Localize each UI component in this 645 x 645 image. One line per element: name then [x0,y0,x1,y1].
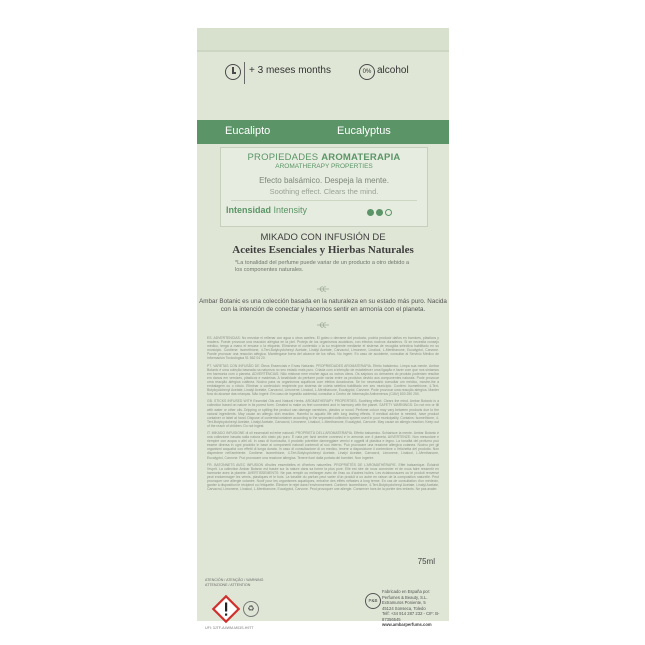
hazard-exclamation-icon [211,594,241,624]
zero-percent-icon: 0% [359,64,375,80]
intensity-en: Intensity [273,205,308,215]
alcohol-text: alcohol [377,65,409,76]
manufacturer-url[interactable]: www.ambarperfums.com [382,622,432,627]
intensity-dot [385,209,392,216]
legal-fr: FR. BATONNETS AVEC INFUSION d'huiles essentielles et d'herbes naturelles. PROPRIÉTÉS DE L'AROMATHÉRAPIE. Effet balsamique. Éclaircit l'esprit. La collection Ambar Botanic est basée sur la nature dans sa forme la plus pure. Elle est née de nous connecter et de nous faire ressentir en harmonie avec la planète. AVERTISSEMENTS: Ne pas remplir ou mélanger avec de l'eau ou d'autres huiles. Les éclaboussures ou le produit renversé peut endommager les vernis, plastiques et le bois. La tonalité du parfum peut varier d'un produit à un autre en raison de la composition naturelle. Peut provoquer une allergie cutanée. Nocif pour les organismes aquatiques, entraîne des effets néfastes à long terme. En cas de consultation d'un médecin, garder à disposition le récipient ou l'étiquette. Éliminer le rejet dans l'environnement. Contient: Isomethione, 4-Tert-Butylcyclohexyl Acetate, Linalyl Acetate, Carvacrol, Limonene, Linalool, L-Menthanone, Eucalyptol, Carvone. Peut provoquer une allergie. Conserver hors de la portée des enfants. Ne pas avaler. [207,462,439,492]
duration-text: + 3 meses months [249,65,331,76]
header-strip [217,62,429,88]
effect-es: Efecto balsámico. Despeja la mente. [259,176,389,185]
manufacturer-line: 45124 Sonseca, Toledo [382,605,426,611]
volume: 75ml [417,557,435,566]
leaf-icon [316,321,330,329]
aromatherapy-panel [220,147,428,227]
legal-it: IT. MIKADO INFUSIONE di oli essenziali ed erbe naturali. PROPRIETÀ DELL'AROMATERAPIA. Effetto balsamico. Schiarisce la mente. Ambar Botanic è una collezione basata sulla natura allo stato più puro. È nata per farci sentire connessi e in armonia con il pianeta. AVVERTENZE: Non mescolare e riempire con acqua o altri oli. In caso di fuoriuscita, il prodotto potrebbe danneggiare vernici e oggetti di plastica e legno. La tonalità del profumo può essere diversa in ogni prodotto in base ai componenti naturali contenuti al suo interno. Può provocare una reazione allergica cutanea. Nocivo per gli organismi acquatici con effetti di lunga durata. In caso di consultazione di un medico, tenere a disposizione il contenitore o l'etichetta del prodotto. Non disperdere nell'ambiente. Contiene: Isomethione, 4-Tert-Butylcyclohexyl Acetate, Linalyl Acetate, Carvacrol, Limonene, Linalool, L-Menthanone, Eucalyptol, Carvone. Può provocare una reazione allergica. Tenere fuori dalla portata dei bambini. Non ingerire. [207,430,439,460]
product-line-2: Aceites Esenciales y Hierbas Naturales [232,244,414,256]
product-box [197,28,449,630]
scent-es: Eucalipto [225,125,271,137]
ufi-code: UFI: 3JTF-A4WM-M03S-H9TT [205,626,254,630]
clock-icon [225,64,241,80]
properties-title-light: PROPIEDADES [247,152,319,163]
legal-es: ES. ADVERTENCIAS: No mezclar ni rellenar con agua u otros aceites. El goteo o derrame del producto, podría producir daños en barnices, plásticos y madera. Puede provocar una reacción alérgica en la piel. Proteja de los organismos acuáticos, con efectos nocivos duraderos. Si se necesita consejo médico, tenga a mano el envase o la etiqueta. Elimínese el contenido o la su recipiente mediante el sistema de recogida selectiva habilitado en su municipio. Contiene: Isomethione, 4-Tert-Butylcyclohexyl Acetate, Linalyl Acetate, Carvacrol, Limonene, Linalool, L-Menthanone, Eucalyptol, Carvone. Puede provocar una reacción alérgica. Manténgase fuera del alcance de los niños. No ingerir. En caso de accidente, consultar al Servicio Médico de Información Toxicológica 91 562 04 20. [207,336,439,361]
effect-en: Soothing effect. Clears the mind. [269,187,379,196]
properties-title-bold: AROMATERAPIA [321,152,401,163]
intensity-es: Intensidad [226,205,272,215]
divider [244,62,245,84]
product-line-1: MIKADO CON INFUSIÓN DE [260,232,386,243]
panel-divider [231,200,417,201]
manufacturer-line: Fabricado en España por: [382,589,431,594]
leaf-icon [316,285,330,293]
legal-pt: PT. VARETAS CON INFUSÃO DE Óleos Essenciais e Ervas Naturais. PROPRIEDADES AROMATERAPIA. Efeito balsâmico. Limpa sua mente. Ambar Botanic é uma coleção baseada na natureza no seu estado mais puro. Criada com a intenção de estabelecer uma ligação e fazer com que nos sintamos em harmonia com o planeta. ADVERTÊNCIAS: Não misturar nem encher água ou outros óleos. Os salpicos ou derrames do produto poderiam resultar em danos em vernizes, plásticos e madeiras. A tonalidade do perfume pode variar entre os produtos devido aos componentes naturais. Pode provocar uma reacção alérgica cutânea. Nocivo para os organismos aquáticos com efeitos duradouros. Se for necessário consultar um médico, mostre-lhe a embalagem ou o rótulo. Eliminar o conteúdo/o recipiente por sistema de coleta seletiva habilitado em seu município. Contém: Isomethione, 4-Tert-Butylcyclohexyl Acetate, Linalyl Acetate, Carvacrol, Limonene, Linalool, L-Menthanone, Eucalyptol, Carvone. Pode provocar uma reacção alérgica. Manter fora do alcance das crianças. Não ingerir. Em caso de ingestão acidental, consultar o Centro de Informação Antivenenos (CIAV) 800 250 250. [207,363,439,397]
manufacturer-line: Perfumes & Beauty, S.L. [382,594,428,600]
legal-gb: GB. STICKS INFUSED WITH Essential Oils and Natural Herbs. AROMATHERAPY PROPERTIES. Soothing effect. Clears the mind. Ambar Botanic is a collection based on nature in its purest form. Created to make us feel connected and in harmony with the planet. SAFETY WARNINGS: Do not mix or fill with water or other oils. Dripping or spilling the product can damage varnishes, plastics or wood. Perfume colour may vary between products due to the natural ingredients. May cause an allergic skin reaction. Harmful to aquatic life with long lasting effects. If medical advice is needed, have product container or label at hand. Dispose of contents/container according to the separated collection system used in your municipality. Contains: Isomethione, 4-Tert-Butylcyclohexyl Acetate, Linalyl Acetate, Carvacrol, Limonene, Linalool, L-Menthanone, Eucalyptol, Carvone. May cause an allergic reaction. Keep out of the reach of children. Do not ingest. [207,399,439,428]
manufacturer-line: Extramuros Poniente, 5 [382,600,426,605]
box-crease [197,50,449,52]
recycle-icon: ♻ [243,601,259,617]
ambar-description: Ambar Botanic es una colección basada en la naturaleza en su estado más puro. Nacida con la intención de conectar y hacernos sentir en armonía con el planeta. [199,298,447,313]
tonality-note: *La tonalidad del perfume puede variar de un producto a otro debido a los componentes naturales. [235,260,410,273]
scent-en: Eucalyptus [337,125,391,137]
manufacturer-info [382,589,448,628]
manufacturer-line: Telf: +34 914 287 232 - CIF: B-87356545 [382,611,440,622]
box-top-flap [197,28,449,50]
properties-title [221,152,427,163]
properties-subtitle: AROMATHERAPY PROPERTIES [275,163,373,170]
intensity-dot [367,209,374,216]
intensity-dot [376,209,383,216]
scent-band [197,120,449,144]
warning-label: ATENCIÓN / ATENÇÃO / WARNING ATTENZIONE / ATTENTION [205,578,264,587]
legal-text-block [207,336,439,556]
manufacturer-logo: P&B [365,593,381,609]
intensity-label [226,205,307,215]
